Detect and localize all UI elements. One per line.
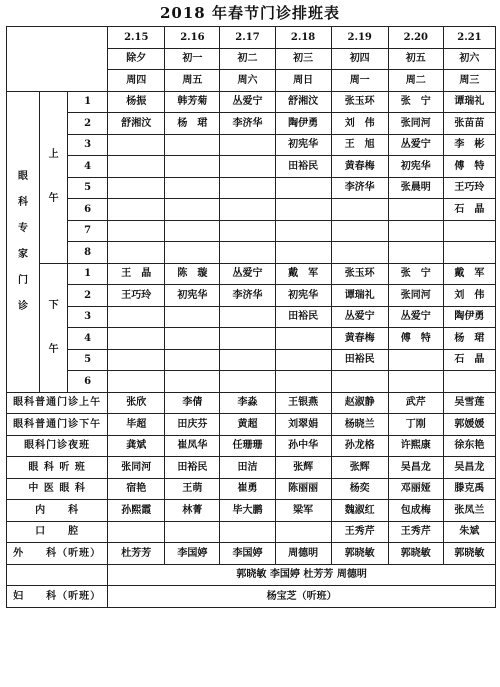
doctor-cell — [443, 220, 495, 242]
specialist-label-char: 门 — [18, 274, 29, 286]
date-cell: 2.21 — [443, 27, 495, 49]
pm-label-char: 午 — [48, 343, 59, 355]
am-row — [7, 199, 496, 221]
doctor-cell: 王巧玲 — [108, 285, 165, 307]
am-row — [7, 177, 496, 199]
doctor-cell: 徐东艳 — [443, 435, 495, 457]
doctor-cell: 刘 伟 — [443, 285, 495, 307]
schedule-table — [6, 26, 496, 608]
doctor-cell — [275, 521, 331, 543]
doctor-cell — [275, 371, 331, 393]
doctor-cell — [108, 177, 165, 199]
department-row — [7, 478, 496, 500]
doctor-cell: 包成梅 — [388, 500, 443, 522]
doctor-cell — [388, 371, 443, 393]
doctor-cell: 韩芳菊 — [165, 91, 220, 113]
date-row — [7, 27, 496, 49]
doctor-cell: 杨奕 — [331, 478, 388, 500]
doctor-cell — [165, 156, 220, 178]
doctor-cell: 戴 军 — [275, 263, 331, 285]
gyn-row — [7, 586, 496, 608]
department-row — [7, 435, 496, 457]
doctor-cell — [275, 349, 331, 371]
doctor-cell — [220, 349, 275, 371]
specialist-label-char: 家 — [18, 248, 29, 260]
slot-number: 8 — [68, 242, 108, 264]
department-row — [7, 500, 496, 522]
doctor-cell: 黄超 — [220, 414, 275, 436]
doctor-cell: 杨 珺 — [443, 328, 495, 350]
doctor-cell: 傅 特 — [443, 156, 495, 178]
lunar-cell: 初三 — [275, 48, 331, 70]
doctor-cell: 张 宁 — [388, 263, 443, 285]
department-label: 内 科 — [7, 500, 108, 522]
pm-row — [7, 371, 496, 393]
lunar-cell: 初六 — [443, 48, 495, 70]
doctor-cell: 崔勇 — [220, 478, 275, 500]
doctor-cell: 李济华 — [220, 113, 275, 135]
doctor-cell — [165, 349, 220, 371]
doctor-cell — [220, 177, 275, 199]
doctor-cell: 孙熙霞 — [108, 500, 165, 522]
doctor-cell: 孙龙格 — [331, 435, 388, 457]
slot-number: 4 — [68, 156, 108, 178]
doctor-cell: 王萌 — [165, 478, 220, 500]
surgery-extra-row — [7, 564, 496, 586]
am-row — [7, 134, 496, 156]
doctor-cell: 刘 伟 — [331, 113, 388, 135]
doctor-cell: 陈丽丽 — [275, 478, 331, 500]
weekday-cell: 周一 — [331, 70, 388, 92]
doctor-cell — [165, 242, 220, 264]
am-row — [7, 242, 496, 264]
slot-number: 2 — [68, 285, 108, 307]
doctor-cell — [108, 220, 165, 242]
doctor-cell — [220, 134, 275, 156]
specialist-label-char: 专 — [18, 222, 29, 234]
doctor-cell: 朱斌 — [443, 521, 495, 543]
doctor-cell — [220, 328, 275, 350]
weekday-cell: 周三 — [443, 70, 495, 92]
doctor-cell: 郭晓敏 — [388, 543, 443, 565]
doctor-cell — [388, 199, 443, 221]
doctor-cell — [443, 242, 495, 264]
doctor-cell: 杨 珺 — [165, 113, 220, 135]
doctor-cell — [331, 199, 388, 221]
department-label: 眼科门诊夜班 — [7, 435, 108, 457]
blank-label — [7, 564, 108, 586]
am-row — [7, 220, 496, 242]
doctor-cell: 周德明 — [275, 543, 331, 565]
doctor-cell: 张辉 — [275, 457, 331, 479]
slot-number: 1 — [68, 263, 108, 285]
doctor-cell — [165, 134, 220, 156]
doctor-cell: 崔凤华 — [165, 435, 220, 457]
doctor-cell: 初宪华 — [388, 156, 443, 178]
department-label: 口 腔 — [7, 521, 108, 543]
doctor-cell: 初宪华 — [275, 134, 331, 156]
doctor-cell — [220, 306, 275, 328]
slot-number: 6 — [68, 199, 108, 221]
pm-row — [7, 328, 496, 350]
doctor-cell — [108, 371, 165, 393]
pm-label-char: 下 — [48, 299, 59, 311]
doctor-cell: 陶伊勇 — [443, 306, 495, 328]
doctor-cell: 张辉 — [331, 457, 388, 479]
am-row — [7, 91, 496, 113]
specialist-label-char: 眼 — [18, 170, 29, 182]
weekday-cell: 周日 — [275, 70, 331, 92]
doctor-cell: 陈 璇 — [165, 263, 220, 285]
slot-number: 3 — [68, 134, 108, 156]
doctor-cell: 丛爱宁 — [220, 91, 275, 113]
pm-row — [7, 263, 496, 285]
doctor-cell — [108, 328, 165, 350]
doctor-cell — [165, 328, 220, 350]
doctor-cell — [275, 328, 331, 350]
doctor-cell — [165, 199, 220, 221]
doctor-cell: 王秀芹 — [388, 521, 443, 543]
page-title: 2018 年春节门诊排班表 — [160, 4, 340, 22]
doctor-cell: 王 旭 — [331, 134, 388, 156]
doctor-cell: 张晨明 — [388, 177, 443, 199]
doctor-cell: 郭晓敏 — [443, 543, 495, 565]
doctor-cell: 魏淑红 — [331, 500, 388, 522]
doctor-cell: 田洁 — [220, 457, 275, 479]
doctor-cell: 谭瑞礼 — [443, 91, 495, 113]
doctor-cell: 田裕民 — [275, 156, 331, 178]
doctor-cell: 李国婷 — [220, 543, 275, 565]
doctor-cell: 田裕民 — [165, 457, 220, 479]
doctor-cell: 王银燕 — [275, 392, 331, 414]
department-row — [7, 543, 496, 565]
slot-number: 5 — [68, 177, 108, 199]
doctor-cell — [108, 134, 165, 156]
doctor-cell: 宿艳 — [108, 478, 165, 500]
doctor-cell — [220, 156, 275, 178]
doctor-cell: 王 晶 — [108, 263, 165, 285]
doctor-cell — [220, 371, 275, 393]
department-label: 眼科普通门诊下午 — [7, 414, 108, 436]
weekday-cell: 周五 — [165, 70, 220, 92]
doctor-cell — [108, 242, 165, 264]
doctor-cell — [108, 156, 165, 178]
doctor-cell: 梁军 — [275, 500, 331, 522]
doctor-cell: 李济华 — [331, 177, 388, 199]
doctor-cell — [220, 521, 275, 543]
doctor-cell: 田庆芬 — [165, 414, 220, 436]
doctor-cell: 李国婷 — [165, 543, 220, 565]
doctor-cell: 石 晶 — [443, 199, 495, 221]
doctor-cell: 张苗苗 — [443, 113, 495, 135]
date-cell: 2.20 — [388, 27, 443, 49]
weekday-cell: 周四 — [108, 70, 165, 92]
slot-number: 1 — [68, 91, 108, 113]
doctor-cell: 赵淑静 — [331, 392, 388, 414]
doctor-cell: 初宪华 — [165, 285, 220, 307]
doctor-cell — [108, 199, 165, 221]
doctor-cell: 许熙康 — [388, 435, 443, 457]
surgery-extra-names: 郭晓敏 李国婷 杜芳芳 周德明 — [108, 564, 496, 586]
doctor-cell — [331, 242, 388, 264]
slot-number: 2 — [68, 113, 108, 135]
lunar-cell: 初五 — [388, 48, 443, 70]
slot-number: 3 — [68, 306, 108, 328]
doctor-cell: 谭瑞礼 — [331, 285, 388, 307]
slot-number: 5 — [68, 349, 108, 371]
doctor-cell: 李济华 — [220, 285, 275, 307]
doctor-cell: 张同河 — [388, 113, 443, 135]
doctor-cell: 毕大鹏 — [220, 500, 275, 522]
doctor-cell — [275, 177, 331, 199]
date-cell: 2.15 — [108, 27, 165, 49]
department-row — [7, 414, 496, 436]
doctor-cell: 孙中华 — [275, 435, 331, 457]
doctor-cell: 舒湘汶 — [108, 113, 165, 135]
specialist-label — [7, 91, 40, 392]
doctor-cell: 林菁 — [165, 500, 220, 522]
doctor-cell: 龚斌 — [108, 435, 165, 457]
doctor-cell: 丛爱宁 — [388, 306, 443, 328]
doctor-cell: 石 晶 — [443, 349, 495, 371]
date-cell: 2.19 — [331, 27, 388, 49]
doctor-cell — [165, 177, 220, 199]
department-label: 中 医 眼 科 — [7, 478, 108, 500]
pm-label — [40, 263, 68, 392]
doctor-cell — [165, 371, 220, 393]
doctor-cell: 任珊珊 — [220, 435, 275, 457]
doctor-cell: 丛爱宁 — [388, 134, 443, 156]
doctor-cell: 李倩 — [165, 392, 220, 414]
doctor-cell — [331, 220, 388, 242]
doctor-cell: 张同河 — [108, 457, 165, 479]
department-label: 眼 科 听 班 — [7, 457, 108, 479]
lunar-cell: 初一 — [165, 48, 220, 70]
doctor-cell: 张同河 — [388, 285, 443, 307]
doctor-cell — [108, 349, 165, 371]
specialist-label-char: 诊 — [18, 300, 29, 312]
department-row — [7, 457, 496, 479]
lunar-cell: 除夕 — [108, 48, 165, 70]
slot-number: 4 — [68, 328, 108, 350]
am-row — [7, 113, 496, 135]
doctor-cell: 黄春梅 — [331, 156, 388, 178]
date-cell: 2.16 — [165, 27, 220, 49]
doctor-cell: 吴雪莲 — [443, 392, 495, 414]
doctor-cell: 张玉环 — [331, 91, 388, 113]
doctor-cell: 丛爱宁 — [220, 263, 275, 285]
am-row — [7, 156, 496, 178]
doctor-cell: 郭晓敏 — [331, 543, 388, 565]
doctor-cell: 张 宁 — [388, 91, 443, 113]
gyn-label: 妇 科（听班） — [7, 586, 108, 608]
doctor-cell — [220, 220, 275, 242]
doctor-cell — [165, 220, 220, 242]
specialist-label-char: 科 — [18, 196, 29, 208]
doctor-cell: 张玉环 — [331, 263, 388, 285]
pm-row — [7, 306, 496, 328]
doctor-cell — [275, 199, 331, 221]
pm-row — [7, 349, 496, 371]
doctor-cell: 滕克禹 — [443, 478, 495, 500]
gyn-value: 杨宝芝（听班） — [108, 586, 496, 608]
department-row — [7, 392, 496, 414]
doctor-cell: 田裕民 — [331, 349, 388, 371]
doctor-cell: 杨振 — [108, 91, 165, 113]
doctor-cell: 初宪华 — [275, 285, 331, 307]
date-cell: 2.17 — [220, 27, 275, 49]
doctor-cell — [165, 521, 220, 543]
doctor-cell: 田裕民 — [275, 306, 331, 328]
doctor-cell — [165, 306, 220, 328]
doctor-cell — [388, 349, 443, 371]
doctor-cell — [388, 242, 443, 264]
doctor-cell — [108, 306, 165, 328]
header-corner — [7, 27, 108, 92]
department-label: 眼科普通门诊上午 — [7, 392, 108, 414]
doctor-cell: 杨晓兰 — [331, 414, 388, 436]
pm-row — [7, 285, 496, 307]
doctor-cell — [275, 220, 331, 242]
doctor-cell — [108, 521, 165, 543]
doctor-cell: 武芹 — [388, 392, 443, 414]
doctor-cell — [220, 242, 275, 264]
slot-number: 7 — [68, 220, 108, 242]
weekday-cell: 周六 — [220, 70, 275, 92]
department-row — [7, 521, 496, 543]
doctor-cell: 李淼 — [220, 392, 275, 414]
doctor-cell: 黄春梅 — [331, 328, 388, 350]
doctor-cell — [220, 199, 275, 221]
lunar-cell: 初四 — [331, 48, 388, 70]
doctor-cell: 丁刚 — [388, 414, 443, 436]
am-label-char: 午 — [48, 193, 59, 204]
doctor-cell: 傅 特 — [388, 328, 443, 350]
doctor-cell — [443, 371, 495, 393]
am-label — [40, 91, 68, 263]
doctor-cell: 张凤兰 — [443, 500, 495, 522]
lunar-cell: 初二 — [220, 48, 275, 70]
doctor-cell — [331, 371, 388, 393]
department-label: 外 科（听班） — [7, 543, 108, 565]
slot-number: 6 — [68, 371, 108, 393]
doctor-cell: 邓丽娅 — [388, 478, 443, 500]
doctor-cell — [388, 220, 443, 242]
doctor-cell: 张欣 — [108, 392, 165, 414]
doctor-cell: 郭媛媛 — [443, 414, 495, 436]
doctor-cell: 毕超 — [108, 414, 165, 436]
doctor-cell: 丛爱宁 — [331, 306, 388, 328]
schedule-body — [7, 27, 496, 608]
doctor-cell: 戴 军 — [443, 263, 495, 285]
doctor-cell: 舒湘汶 — [275, 91, 331, 113]
doctor-cell: 李 彬 — [443, 134, 495, 156]
doctor-cell: 吴昌龙 — [443, 457, 495, 479]
doctor-cell: 陶伊勇 — [275, 113, 331, 135]
doctor-cell — [275, 242, 331, 264]
doctor-cell: 王秀芹 — [331, 521, 388, 543]
date-cell: 2.18 — [275, 27, 331, 49]
weekday-cell: 周二 — [388, 70, 443, 92]
doctor-cell: 吴昌龙 — [388, 457, 443, 479]
doctor-cell: 王巧玲 — [443, 177, 495, 199]
doctor-cell: 杜芳芳 — [108, 543, 165, 565]
am-label-char: 上 — [48, 149, 59, 160]
doctor-cell: 刘翠娟 — [275, 414, 331, 436]
